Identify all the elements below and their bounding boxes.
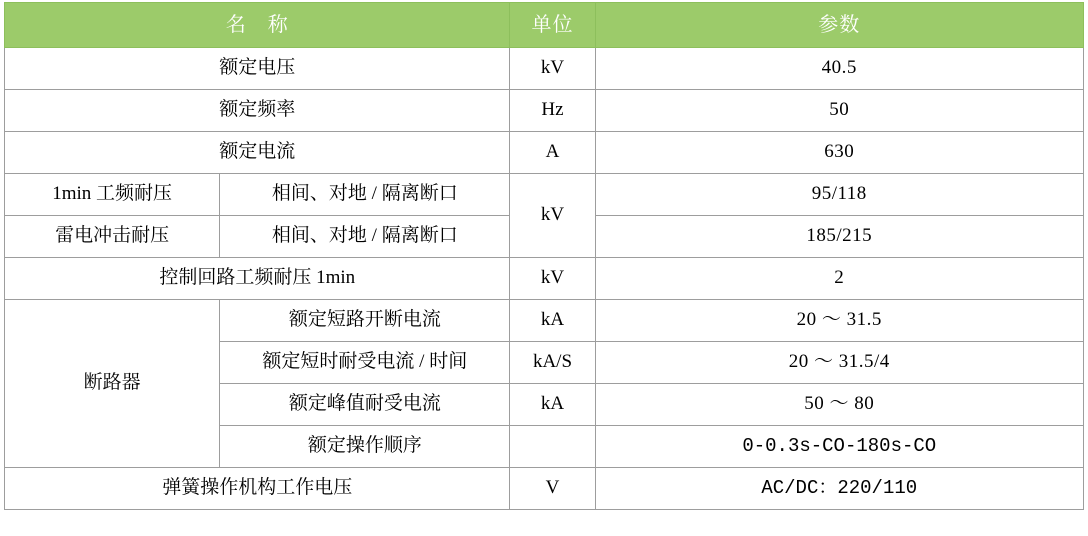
row-value: 50 ～ 80 — [595, 384, 1083, 426]
row-unit: Hz — [510, 90, 595, 132]
row-unit: kA — [510, 300, 595, 342]
row-name: 控制回路工频耐压 1min — [5, 258, 510, 300]
row-unit: kA — [510, 384, 595, 426]
table-row — [5, 468, 1084, 510]
row-value: 40.5 — [595, 48, 1083, 90]
row-name: 额定电压 — [5, 48, 510, 90]
row-subname: 相间、对地 / 隔离断口 — [220, 174, 510, 216]
row-unit: V — [510, 468, 595, 510]
row-name-group-breaker: 断路器 — [5, 300, 220, 468]
table-row — [5, 258, 1084, 300]
header-cell-unit: 单位 — [510, 3, 595, 48]
table-row — [5, 90, 1084, 132]
row-value: 50 — [595, 90, 1083, 132]
specification-table — [4, 2, 1084, 510]
row-name: 雷电冲击耐压 — [5, 216, 220, 258]
row-subname: 额定短时耐受电流 / 时间 — [220, 342, 510, 384]
row-unit: kV — [510, 174, 595, 258]
table-row — [5, 48, 1084, 90]
row-value: 0-0.3s-CO-180s-CO — [595, 426, 1083, 468]
row-unit: A — [510, 132, 595, 174]
table-row — [5, 174, 1084, 216]
row-subname: 额定操作顺序 — [220, 426, 510, 468]
row-subname: 相间、对地 / 隔离断口 — [220, 216, 510, 258]
row-value: 95/118 — [595, 174, 1083, 216]
row-subname: 额定短路开断电流 — [220, 300, 510, 342]
row-name: 1min 工频耐压 — [5, 174, 220, 216]
row-name: 弹簧操作机构工作电压 — [5, 468, 510, 510]
row-value: 20 ～ 31.5/4 — [595, 342, 1083, 384]
row-value: 20 ～ 31.5 — [595, 300, 1083, 342]
header-cell-name: 名 称 — [5, 3, 510, 48]
row-value: 185/215 — [595, 216, 1083, 258]
table-row — [5, 300, 1084, 342]
table-header-row — [5, 3, 1084, 48]
row-value: AC/DC：220/110 — [595, 468, 1083, 510]
row-name: 额定电流 — [5, 132, 510, 174]
row-unit: kA/S — [510, 342, 595, 384]
row-value: 2 — [595, 258, 1083, 300]
row-unit: kV — [510, 258, 595, 300]
row-unit: kV — [510, 48, 595, 90]
row-unit — [510, 426, 595, 468]
row-value: 630 — [595, 132, 1083, 174]
table-row — [5, 132, 1084, 174]
row-name: 额定频率 — [5, 90, 510, 132]
row-subname: 额定峰值耐受电流 — [220, 384, 510, 426]
header-cell-param: 参数 — [595, 3, 1083, 48]
